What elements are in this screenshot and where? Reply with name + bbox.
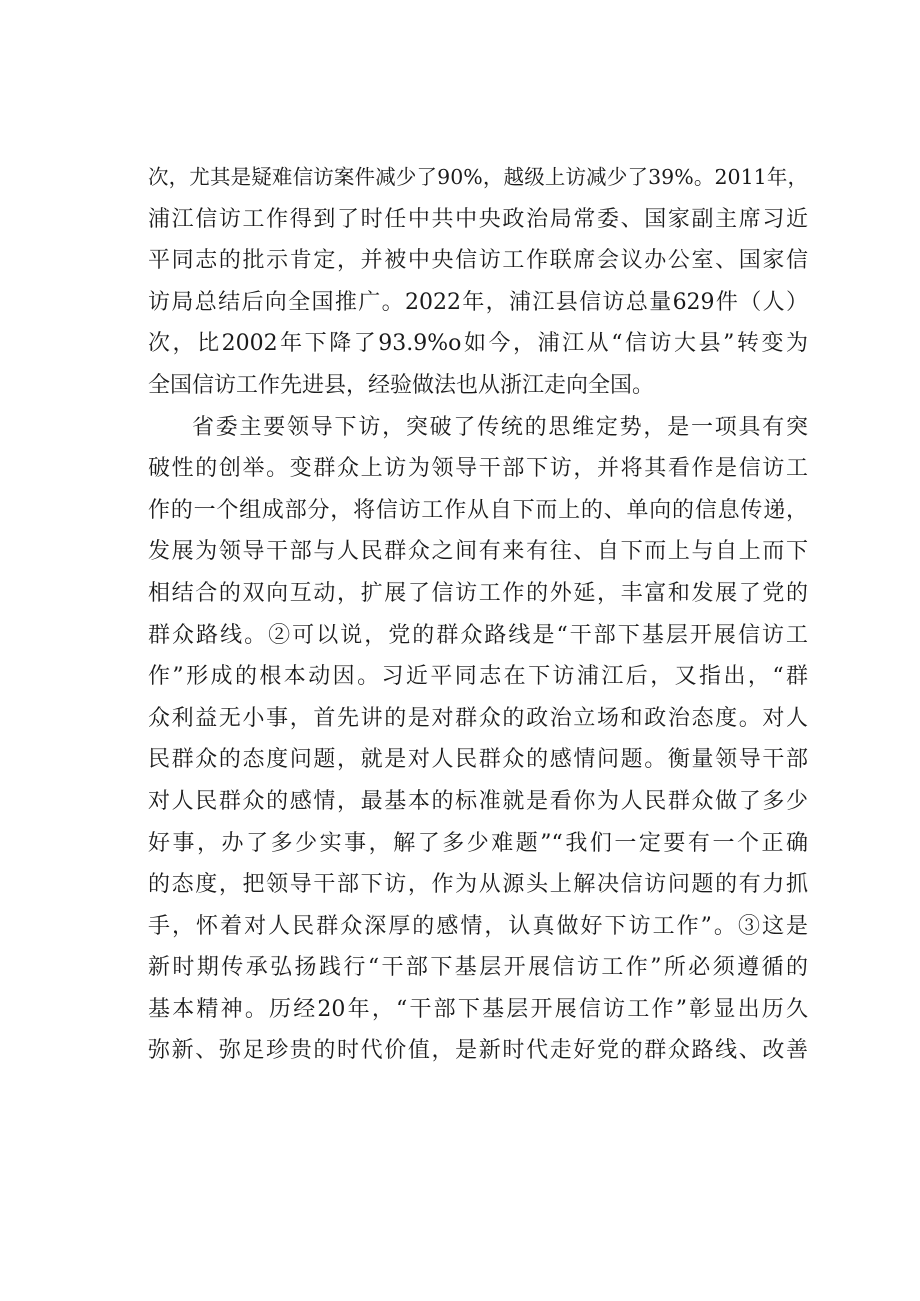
text-line: 次，尤其是疑难信访案件减少了90%，越级上访减少了39%。2011年， (148, 165, 808, 189)
text-line: 弥新、弥足珍贵的时代价值，是新时代走好党的群众路线、改善 (148, 1038, 808, 1064)
text-line: 作”形成的根本动因。习近平同志在下访浦江后，又指出，“群 (148, 664, 808, 690)
text-line: 浦江信访工作得到了时任中共中央政治局常委、国家副主席习近 (148, 206, 808, 232)
text-line: 省委主要领导下访，突破了传统的思维定势，是一项具有突 (192, 414, 808, 440)
text-line: 群众路线。②可以说，党的群众路线是“干部下基层开展信访工 (148, 622, 808, 648)
text-line: 作的一个组成部分，将信访工作从自下而上的、单向的信息传递， (148, 497, 808, 523)
text-line: 平同志的批示肯定，并被中央信访工作联席会议办公室、国家信 (148, 248, 808, 274)
text-line: 众利益无小事，首先讲的是对群众的政治立场和政治态度。对人 (148, 705, 808, 731)
text-line: 次，比2002年下降了93.9%o如今，浦江从“信访大县”转变为 (148, 331, 808, 357)
text-line: 发展为领导干部与人民群众之间有来有往、自下而上与自上而下 (148, 539, 808, 565)
text-line: 好事，办了多少实事，解了多少难题”“我们一定要有一个正确 (148, 830, 808, 856)
text-line: 基本精神。历经20年，“干部下基层开展信访工作”彰显出历久 (148, 996, 808, 1022)
text-line: 民群众的态度问题，就是对人民群众的感情问题。衡量领导干部 (148, 747, 808, 773)
paragraph-2 (148, 407, 808, 1073)
text-line: 新时期传承弘扬践行“干部下基层开展信访工作”所必须遵循的 (148, 955, 808, 981)
paragraph-1 (148, 157, 808, 407)
text-line: 的态度，把领导干部下访，作为从源头上解决信访问题的有力抓 (148, 872, 808, 898)
text-line: 访局总结后向全国推广。2022年，浦江县信访总量629件（人） (148, 289, 808, 315)
text-line: 全国信访工作先进县，经验做法也从浙江走向全国。 (148, 372, 655, 398)
body-text (148, 157, 808, 1072)
text-line: 对人民群众的感情，最基本的标准就是看你为人民群众做了多少 (148, 788, 808, 814)
text-line: 手，怀着对人民群众深厚的感情，认真做好下访工作”。③这是 (148, 913, 808, 939)
text-line: 相结合的双向互动，扩展了信访工作的外延，丰富和发展了党的 (148, 580, 808, 606)
text-line: 破性的创举。变群众上访为领导干部下访，并将其看作是信访工 (148, 456, 808, 482)
